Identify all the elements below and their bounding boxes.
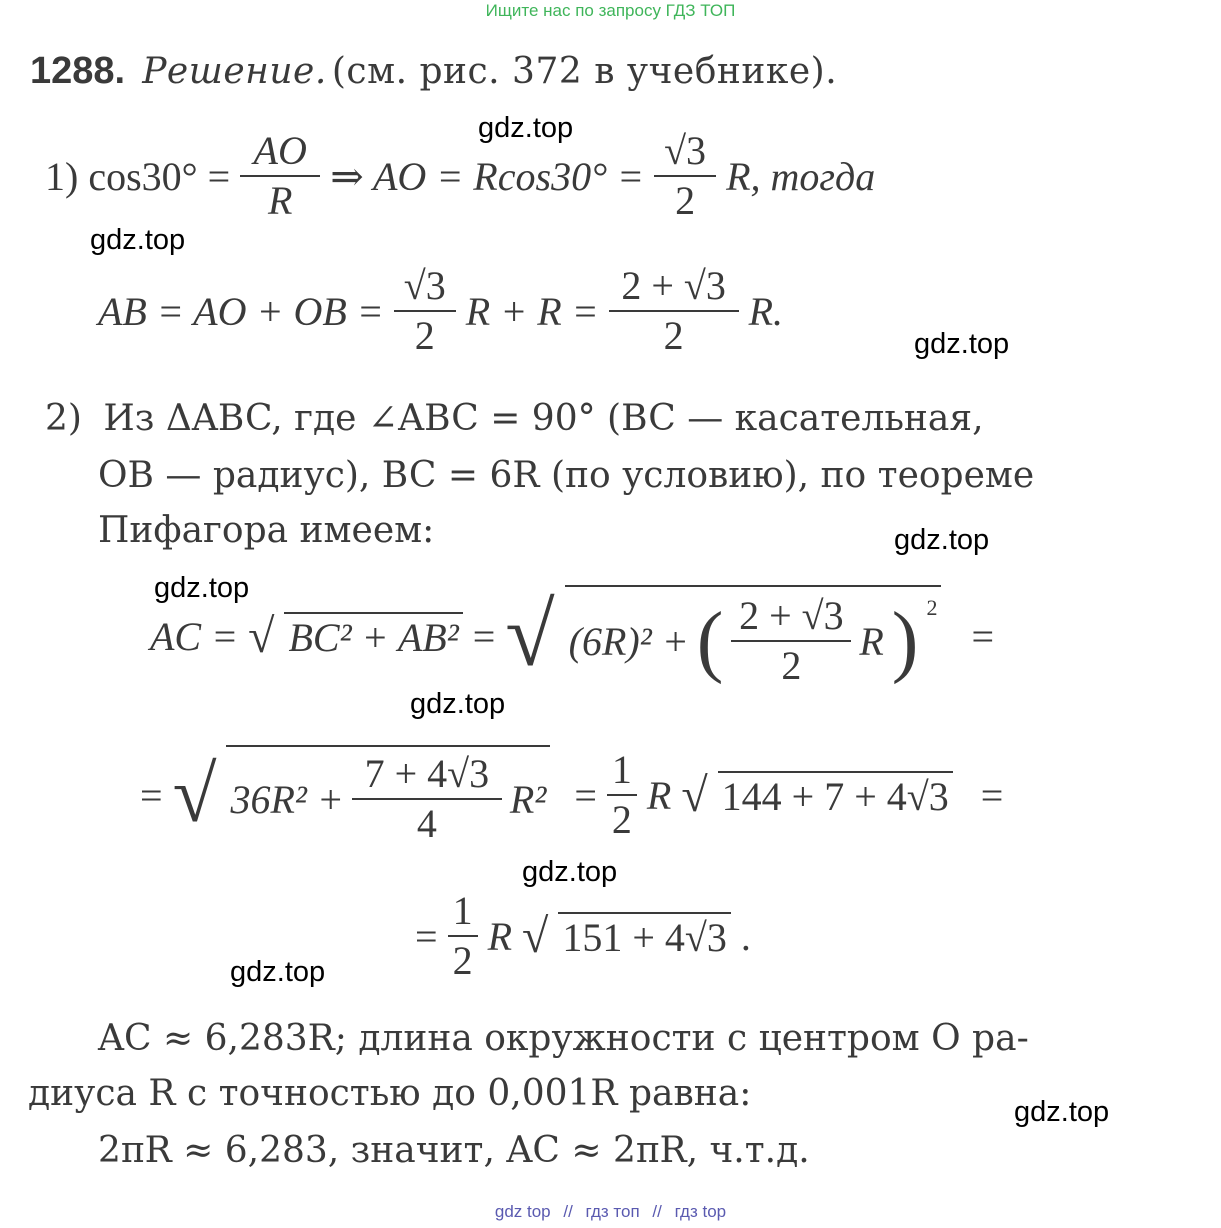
fraction-denominator: 4 bbox=[416, 801, 437, 846]
fraction-denominator: 2 bbox=[611, 797, 632, 842]
footer-item: gdz top bbox=[494, 1202, 551, 1221]
watermark: gdz.top bbox=[410, 688, 506, 720]
eq3-end: . bbox=[740, 913, 751, 959]
solution-word: Решение. bbox=[142, 51, 327, 92]
equation-3: = $\frac{1}{2}$ R √ 151 + 4√3 . bbox=[415, 888, 751, 983]
step2-line3: Пифагора имеем: bbox=[98, 510, 435, 551]
footer-separator: // bbox=[563, 1202, 573, 1221]
fraction-numerator: 2 + √3 bbox=[739, 593, 844, 638]
ab-mid: R + R = bbox=[465, 288, 599, 334]
conclusion-line1: AC ≈ 6,283R; длина окружности с центром O ра- bbox=[98, 1018, 1029, 1059]
step1-lhs: cos30° = bbox=[88, 153, 231, 199]
fraction-2plus-sqrt3-2 bbox=[609, 265, 739, 357]
watermark: gdz.top bbox=[1014, 1096, 1110, 1128]
watermark: gdz.top bbox=[522, 856, 618, 888]
fraction-numerator: 1 bbox=[611, 747, 632, 792]
fraction-numerator: 1 bbox=[452, 888, 473, 933]
fraction-numerator: 2 + √3 bbox=[621, 263, 726, 308]
eq1-eq: = bbox=[472, 613, 496, 659]
problem-heading bbox=[30, 50, 837, 93]
eq1-end: = bbox=[971, 613, 994, 659]
ab-lhs: AB = AO + OB = bbox=[98, 288, 384, 334]
step2-line1-text: Из ΔABC, где ∠ABC = 90° (BC — касательная, bbox=[103, 398, 984, 439]
eq2-start: = bbox=[140, 772, 163, 818]
fraction-numerator: √3 bbox=[403, 263, 446, 308]
fraction-denominator: 2 bbox=[452, 938, 473, 983]
fraction-denominator: 2 bbox=[781, 643, 802, 688]
eq2-b: R² bbox=[509, 776, 547, 822]
watermark: gdz.top bbox=[478, 112, 574, 144]
fraction-sqrt3-2 bbox=[654, 130, 716, 222]
fraction-7plus4sqrt3-4 bbox=[352, 753, 502, 845]
reference-text: (см. рис. 372 в учебнике). bbox=[331, 51, 838, 92]
eq3-r: R bbox=[487, 913, 512, 959]
fraction-denominator: 2 bbox=[414, 313, 435, 358]
eq1-exponent: 2 bbox=[926, 595, 938, 620]
equation-1: AC = √ BC² + AB² = √ (6R)² + ( $\frac{2 + √3}{2}$ R ) $^2$ = bbox=[150, 586, 994, 688]
fraction-denominator: 2 bbox=[663, 313, 684, 358]
step1-mid: ⇒ AO = Rcos30° = bbox=[330, 153, 645, 199]
eq1-lhs: AC = bbox=[150, 613, 239, 659]
watermark: gdz.top bbox=[154, 572, 250, 604]
footer-separator: // bbox=[652, 1202, 662, 1221]
footer-item: гдз топ bbox=[585, 1202, 640, 1221]
watermark: gdz.top bbox=[230, 956, 326, 988]
fraction-half bbox=[448, 890, 478, 982]
eq3-start: = bbox=[415, 913, 438, 959]
bottom-banner bbox=[0, 1201, 1221, 1223]
eq3-root: 151 + 4√3 bbox=[558, 912, 731, 961]
conclusion-line2: диуса R с точностью до 0,001R равна: bbox=[28, 1073, 752, 1114]
problem-number: 1288. bbox=[30, 50, 126, 92]
fraction-sqrt3-2 bbox=[394, 265, 456, 357]
step2-line1 bbox=[45, 398, 984, 439]
eq2-a: 36R² + bbox=[230, 776, 344, 822]
eq1-root2-a: (6R)² + bbox=[568, 618, 689, 664]
equation-2: = √ 36R² + $\frac{7 + 4√3}{4}$ R² = $\frac{1}{2}$ R √ 144 + 7 + 4√3 = bbox=[140, 747, 1004, 846]
ab-tail: R. bbox=[748, 288, 784, 334]
eq2-root bbox=[226, 745, 550, 845]
watermark: gdz.top bbox=[894, 524, 990, 556]
fraction-half bbox=[607, 749, 637, 841]
step1-line2 bbox=[98, 265, 783, 357]
footer-item: гдз top bbox=[674, 1202, 727, 1221]
conclusion-line3: 2πR ≈ 6,283, значит, AC ≈ 2πR, ч.т.д. bbox=[98, 1130, 810, 1171]
eq1-root2-r: R bbox=[859, 618, 884, 664]
eq2-r: R bbox=[646, 772, 672, 818]
eq2-end: = bbox=[980, 772, 1004, 818]
fraction-denominator: 2 bbox=[675, 178, 696, 223]
eq1-root2: (6R)² + ( $\frac{2 + √3}{2}$ R ) $^2$ bbox=[565, 585, 942, 687]
watermark: gdz.top bbox=[90, 224, 186, 256]
fraction-2plus-sqrt3-2 bbox=[731, 595, 851, 687]
eq2-root2: 144 + 7 + 4√3 bbox=[718, 771, 953, 820]
top-banner: Ищите нас по запросу ГДЗ ТОП bbox=[485, 1, 736, 20]
fraction-denominator: R bbox=[267, 178, 293, 223]
eq2-eq: = bbox=[574, 772, 597, 818]
fraction-ao-r bbox=[240, 130, 320, 222]
step1-label: 1) bbox=[45, 153, 79, 199]
step2-label: 2) bbox=[45, 398, 82, 439]
eq1-root: BC² + AB² bbox=[284, 612, 462, 661]
fraction-numerator: AO bbox=[253, 128, 307, 173]
step2-line2: OB — радиус), BC = 6R (по условию), по теореме bbox=[98, 455, 1035, 496]
fraction-numerator: √3 bbox=[664, 128, 707, 173]
watermark: gdz.top bbox=[914, 328, 1010, 360]
fraction-numerator: 7 + 4√3 bbox=[364, 751, 490, 796]
step1-tail: R, тогда bbox=[726, 153, 876, 199]
step1-line1 bbox=[45, 130, 875, 222]
